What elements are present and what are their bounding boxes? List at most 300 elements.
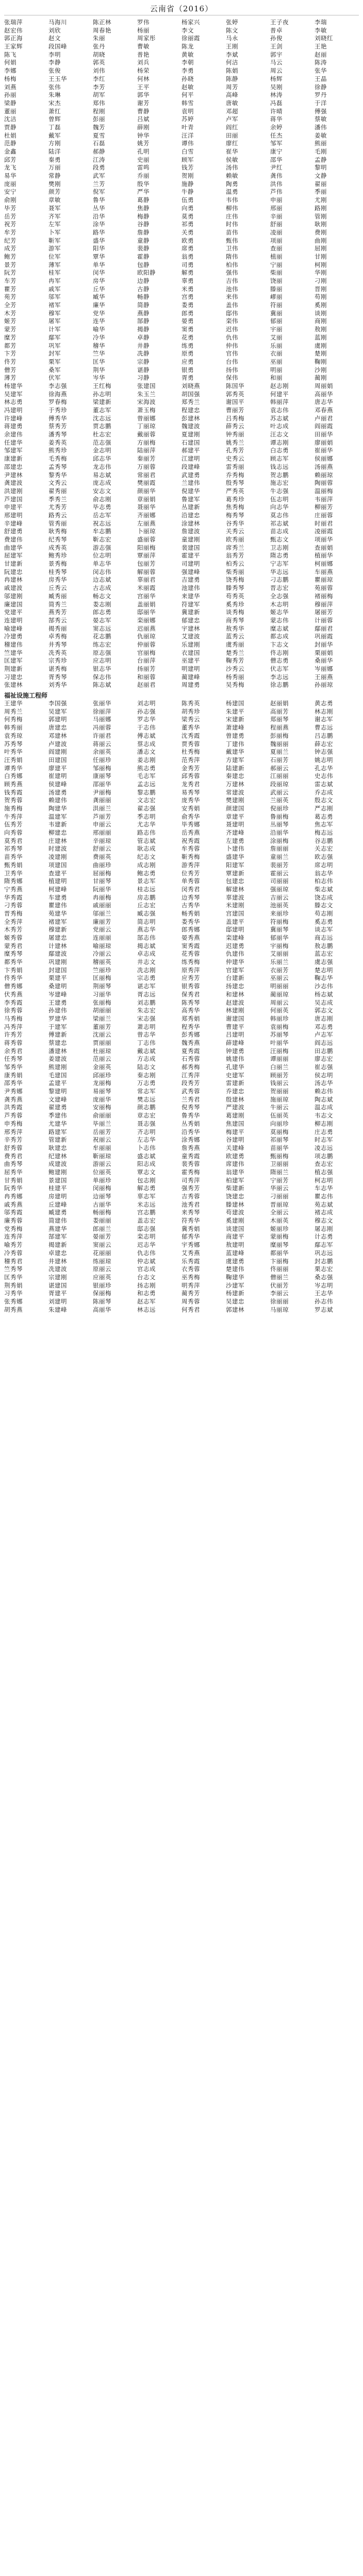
name-entry: 武秀蓉 <box>182 1088 200 1095</box>
name-entry: 栾伟 <box>226 317 238 325</box>
name-entry: 廉秀蓉 <box>4 1217 23 1225</box>
name-entry: 石丽芳 <box>270 756 289 764</box>
name-entry: 穆建新 <box>48 926 67 934</box>
name-entry: 练志宏 <box>93 640 111 648</box>
name-entry: 冀丽 <box>270 309 283 317</box>
name-entry: 饶志成 <box>315 893 333 901</box>
name-entry: 糜秀琴 <box>4 950 23 958</box>
name-entry: 游丽云 <box>93 1160 111 1168</box>
name-entry: 陈志斌 <box>93 681 111 689</box>
name-entry: 赵丽君 <box>137 681 156 689</box>
name-entry: 杨志斌 <box>315 990 333 998</box>
name-entry: 商秀琴 <box>226 616 244 624</box>
name-entry: 丛华 <box>93 204 105 212</box>
name-entry: 唐志华 <box>315 398 333 406</box>
name-entry: 和建林 <box>226 990 244 998</box>
name-entry: 柏志伟 <box>315 877 333 885</box>
name-entry: 蒋建勇 <box>4 422 23 430</box>
name-entry: 李文 <box>182 26 194 34</box>
name-entry: 卜志伟 <box>137 1144 156 1151</box>
name-entry: 辜志军 <box>137 1193 156 1200</box>
name-entry: 丘建峰 <box>48 1200 67 1208</box>
name-entry: 萧红 <box>48 107 61 115</box>
name-entry: 梁秀云 <box>182 716 200 723</box>
name-entry: 温建军 <box>48 812 67 820</box>
name-entry: 卞志文 <box>270 640 289 648</box>
name-entry: 翟丽 <box>315 180 327 188</box>
name-entry: 凌丽霞 <box>315 528 333 535</box>
name-entry: 畅志文 <box>93 592 111 600</box>
name-entry: 熊丽 <box>315 140 327 147</box>
name-entry: 时志军 <box>315 1136 333 1144</box>
name-entry: 戴军 <box>48 131 61 139</box>
name-entry: 苏丽琴 <box>270 1031 289 1039</box>
name-entry: 袁明 <box>182 107 194 115</box>
name-entry: 盖建平 <box>226 918 244 925</box>
name-entry: 江涛 <box>93 156 105 163</box>
name-entry: 项丽华 <box>315 536 333 543</box>
name-entry: 常志军 <box>137 1088 156 1095</box>
name-entry: 翁建华 <box>226 1168 244 1176</box>
name-entry: 严秀英 <box>226 487 244 495</box>
name-entry: 游志强 <box>93 544 111 551</box>
name-entry: 屠志刚 <box>315 1225 333 1232</box>
name-entry: 康宁 <box>270 148 283 155</box>
name-entry: 贾丽丽 <box>93 1039 111 1046</box>
name-entry: 栗军 <box>48 358 61 365</box>
name-entry: 伍秀芳 <box>4 821 23 828</box>
name-entry: 夏雪 <box>93 131 105 139</box>
name-entry: 葛秀珍 <box>226 495 244 503</box>
name-entry: 陆建新 <box>226 764 244 772</box>
name-entry: 闵志伟 <box>93 568 111 575</box>
name-entry: 高峰 <box>226 91 238 99</box>
name-entry: 屈建军 <box>4 552 23 560</box>
name-entry: 石磊 <box>93 140 105 147</box>
name-entry: 强丽琼 <box>270 885 289 893</box>
name-entry: 谈刚 <box>315 309 327 317</box>
name-entry: 木丽英 <box>270 1217 289 1225</box>
name-entry: 金秀芳 <box>182 764 200 772</box>
name-entry: 柳丽芳 <box>315 503 333 511</box>
name-entry: 颜芳 <box>48 188 61 196</box>
name-entry: 卞秀娟 <box>4 966 23 974</box>
name-entry: 胡晓 <box>93 50 105 58</box>
name-entry: 贾志鹏 <box>93 422 111 430</box>
name-entry: 卫丽丽 <box>270 1160 289 1168</box>
name-entry: 姜秀英 <box>48 438 67 446</box>
name-entry: 庄建林 <box>48 837 67 844</box>
name-entry: 沙建军 <box>226 1281 244 1289</box>
name-entry: 尹建林 <box>4 471 23 479</box>
name-entry: 李明 <box>48 50 61 58</box>
name-entry: 江建明 <box>182 455 200 463</box>
name-entry: 严建波 <box>226 1104 244 1111</box>
name-entry: 习静 <box>137 374 150 382</box>
name-entry: 晋丽琼 <box>270 1200 289 1208</box>
name-entry: 常建波 <box>226 788 244 796</box>
name-entry: 龙丽梅 <box>93 1079 111 1087</box>
name-entry: 郭英 <box>93 59 105 66</box>
name-entry: 晏丽芳 <box>93 1233 111 1241</box>
name-entry: 程建忠 <box>182 406 200 414</box>
name-entry: 向丽珍 <box>270 1120 289 1127</box>
name-entry: 包静 <box>137 261 150 268</box>
name-entry: 荆建新 <box>4 665 23 672</box>
name-entry: 僧秀娜 <box>4 982 23 990</box>
name-entry: 周丽娟 <box>315 382 333 389</box>
name-entry: 全芳 <box>4 301 16 309</box>
name-entry: 钟华 <box>137 131 150 139</box>
name-entry: 范静 <box>4 140 16 147</box>
name-entry: 稽华 <box>93 342 105 349</box>
name-entry: 翟秀丽 <box>48 487 67 495</box>
name-entry: 孙晓 <box>182 75 194 82</box>
name-entry: 糜志斌 <box>270 624 289 632</box>
name-entry: 全丽云 <box>270 1209 289 1216</box>
name-entry: 苑丽蓉 <box>315 584 333 592</box>
name-entry: 姬丽珍 <box>270 1225 289 1232</box>
name-entry: 马云 <box>270 59 283 66</box>
name-entry: 边志斌 <box>93 576 111 584</box>
name-entry: 康秀娟 <box>4 1071 23 1079</box>
name-entry: 易华 <box>4 172 16 180</box>
name-entry: 刁丽丽 <box>270 1193 289 1200</box>
name-entry: 钱丽云 <box>270 1079 289 1087</box>
name-entry: 文志宏 <box>137 796 156 804</box>
name-entry: 巩建刚 <box>48 958 67 966</box>
name-entry: 卓秀梅 <box>48 633 67 640</box>
name-entry: 蔡志成 <box>137 740 156 748</box>
name-entry: 池丽英 <box>270 902 289 909</box>
name-entry: 练丽琼 <box>93 1257 111 1265</box>
name-entry: 马永 <box>226 35 238 42</box>
name-entry: 吉秀蓉 <box>182 1193 200 1200</box>
name-entry: 廖红 <box>226 140 238 147</box>
name-entry: 杜娟 <box>4 131 16 139</box>
name-entry: 邢丽 <box>270 204 283 212</box>
name-entry: 商志远 <box>315 934 333 942</box>
name-entry: 刘志鹏 <box>137 998 156 1006</box>
name-entry: 范秀萍 <box>182 756 200 764</box>
name-entry: 谢芳 <box>137 99 150 107</box>
name-entry: 戚秀燕 <box>4 1200 23 1208</box>
name-entry: 伏秀燕 <box>4 990 23 998</box>
name-entry: 翁秀芳 <box>226 552 244 560</box>
name-entry: 燕静 <box>137 309 150 317</box>
name-entry: 毕秀娜 <box>182 821 200 828</box>
name-entry: 赵志刚 <box>270 382 289 389</box>
name-entry: 银丽珍 <box>93 1281 111 1289</box>
name-entry: 安秀娟 <box>182 805 200 812</box>
name-entry: 植丽 <box>270 252 283 260</box>
name-entry: 郭建林 <box>226 1306 244 1313</box>
name-entry: 窦勇 <box>182 326 194 333</box>
name-entry: 温丽梅 <box>315 487 333 495</box>
name-entry: 习秀华 <box>4 1290 23 1297</box>
name-entry: 周芳 <box>226 83 238 91</box>
name-entry: 覃华 <box>93 252 105 260</box>
name-entry: 吉建勇 <box>182 576 200 584</box>
name-entry: 刘秀华 <box>48 681 67 689</box>
name-entry: 房秀华 <box>48 576 67 584</box>
name-entry: 项志鹏 <box>315 1152 333 1160</box>
name-entry: 余建伟 <box>4 431 23 438</box>
name-entry: 刘兵 <box>137 59 150 66</box>
name-entry: 郁丽 <box>270 317 283 325</box>
name-entry: 任秀琴 <box>4 1055 23 1063</box>
name-entry: 朱志宏 <box>137 1007 156 1014</box>
name-entry: 芦丽芳 <box>93 812 111 820</box>
name-entry: 宗志勇 <box>137 974 156 982</box>
name-entry: 桂志远 <box>137 885 156 893</box>
name-entry: 郁丽华 <box>270 934 289 942</box>
name-entry: 车芳 <box>4 277 16 284</box>
name-entry: 计丽蓉 <box>315 616 333 624</box>
name-entry: 嵺丽 <box>270 293 283 301</box>
name-entry: 瞿芳 <box>4 285 16 293</box>
name-entry: 覃志文 <box>137 1168 156 1176</box>
name-entry: 王家辉 <box>4 43 23 50</box>
name-entry: 董秀华 <box>182 724 200 732</box>
name-entry: 张俊 <box>48 67 61 75</box>
name-entry: 吕斌 <box>137 115 150 123</box>
name-entry: 宗建刚 <box>48 1273 67 1281</box>
name-entry: 曾丽娜 <box>137 414 156 422</box>
name-entry: 甄丽梅 <box>270 1152 289 1160</box>
name-entry: 鲁建军 <box>182 495 200 503</box>
name-entry: 虞建勇 <box>226 1257 244 1265</box>
name-entry: 应秀芳 <box>182 974 200 982</box>
name-entry: 文建峰 <box>48 1095 67 1103</box>
name-entry: 马丽琼 <box>270 1306 289 1313</box>
name-entry: 辛丽 <box>270 212 283 220</box>
name-entry: 祝志远 <box>93 519 111 527</box>
name-entry: 盛志斌 <box>137 1152 156 1160</box>
name-entry: 姜建波 <box>48 1055 67 1063</box>
name-entry: 揭秀丽 <box>48 624 67 632</box>
name-entry: 竺建华 <box>4 649 23 656</box>
name-entry: 穆丽萍 <box>315 600 333 608</box>
name-entry: 郝建平 <box>182 447 200 454</box>
name-entry: 戚军 <box>48 285 61 293</box>
name-entry: 顾军 <box>182 156 194 163</box>
name-entry: 时丽君 <box>315 519 333 527</box>
name-entry: 房华 <box>93 277 105 284</box>
name-entry: 许晴 <box>270 107 283 115</box>
name-entry: 郎秀娜 <box>182 926 200 934</box>
name-entry: 郜志伟 <box>137 934 156 942</box>
name-entry: 林志勇 <box>4 398 23 406</box>
name-entry: 廉华 <box>93 301 105 309</box>
name-entry: 蔺秀芳 <box>182 1290 200 1297</box>
name-entry: 栗建平 <box>48 974 67 982</box>
name-entry: 严志刚 <box>315 805 333 812</box>
name-entry: 成建波 <box>48 1160 67 1168</box>
name-entry: 丘秀云 <box>48 584 67 592</box>
name-entry: 马秀梅 <box>4 1014 23 1022</box>
name-entry: 孙志强 <box>137 707 156 715</box>
name-entry: 高丽华 <box>93 1306 111 1313</box>
name-entry: 匡秀华 <box>4 1273 23 1281</box>
name-entry: 朱丽 <box>93 35 105 42</box>
name-entry: 岳丽芳 <box>93 1128 111 1136</box>
name-entry: 柳志刚 <box>315 1120 333 1127</box>
name-entry: 胡丽丽 <box>93 1007 111 1014</box>
name-entry: 项丽 <box>270 236 283 244</box>
name-entry: 潘志文 <box>137 748 156 756</box>
name-entry: 甄志文 <box>270 536 289 543</box>
name-entry: 房建明 <box>48 1193 67 1200</box>
name-entry: 何平 <box>182 91 194 99</box>
name-entry: 栾丽娜 <box>137 616 156 624</box>
name-entry: 陆丽萍 <box>137 447 156 454</box>
name-entry: 裴静 <box>137 245 150 252</box>
name-entry: 霍静 <box>137 252 150 260</box>
name-entry: 姜敏 <box>315 131 327 139</box>
name-entry: 蒙秀君 <box>4 942 23 950</box>
name-entry: 杜丽琼 <box>93 1047 111 1055</box>
name-entry: 卫志刚 <box>270 544 289 551</box>
name-entry: 邓建林 <box>48 732 67 739</box>
name-entry: 符丽梅 <box>270 918 289 925</box>
name-entry: 僧芳 <box>4 366 16 374</box>
name-entry: 扬伟 <box>226 366 238 374</box>
name-entry: 毕丽兰 <box>93 1120 111 1127</box>
name-entry: 卢志军 <box>315 1031 333 1039</box>
name-entry: 米志远 <box>137 1200 156 1208</box>
name-entry: 路华 <box>93 228 105 236</box>
name-entry: 岳秀燕 <box>182 829 200 837</box>
name-entry: 徐静 <box>315 83 327 91</box>
name-entry: 明丽 <box>270 366 283 374</box>
name-entry: 原秀萍 <box>182 966 200 974</box>
name-entry: 桑志强 <box>315 1273 333 1281</box>
name-entry: 蔺刚 <box>315 374 327 382</box>
name-entry: 甄秀娟 <box>4 861 23 869</box>
name-entry: 孟建平 <box>48 1079 67 1087</box>
name-entry: 沈丽云 <box>93 1031 111 1039</box>
name-entry: 张丽梅 <box>93 998 111 1006</box>
name-entry: 喻秀芳 <box>4 1241 23 1249</box>
name-entry: 童秀霞 <box>182 1152 200 1160</box>
name-entry: 阎志远 <box>315 1039 333 1046</box>
name-entry: 梁建新 <box>93 398 111 406</box>
name-entry: 保伟 <box>226 374 238 382</box>
name-entry: 都秀华 <box>4 958 23 966</box>
name-entry: 燕志华 <box>137 926 156 934</box>
name-entry: 纪志文 <box>137 853 156 861</box>
name-entry: 单华 <box>93 261 105 268</box>
name-entry: 乐建刚 <box>182 640 200 648</box>
name-entry: 冷建勇 <box>4 633 23 640</box>
name-entry: 彭秀娜 <box>182 1031 200 1039</box>
name-entry: 畅丽梅 <box>93 1209 111 1216</box>
name-entry: 迟伟 <box>226 326 238 333</box>
name-entry: 霍丽云 <box>270 869 289 877</box>
name-entry: 辛秀芳 <box>4 1136 23 1144</box>
name-entry: 宫志鹏 <box>137 1209 156 1216</box>
name-entry: 葛志勇 <box>315 812 333 820</box>
name-entry: 韩丽珍 <box>270 1014 289 1022</box>
name-entry: 申建平 <box>4 503 23 511</box>
name-entry: 卓建忠 <box>48 1249 67 1257</box>
name-entry: 巩丽霞 <box>315 633 333 640</box>
name-entry: 牟芳 <box>4 228 16 236</box>
name-entry: 柳建忠 <box>48 829 67 837</box>
name-entry: 奚建刚 <box>226 1217 244 1225</box>
name-entry: 耿刚 <box>315 221 327 228</box>
name-entry: 吕秀梅 <box>226 414 244 422</box>
name-entry: 苗秀华 <box>4 853 23 861</box>
name-entry: 应志明 <box>93 657 111 665</box>
name-entry: 银志华 <box>93 665 111 672</box>
name-entry: 朱琳 <box>48 91 61 99</box>
name-entry: 侯建峰 <box>48 780 67 788</box>
name-entry: 孙丽 <box>4 91 16 99</box>
name-entry: 徐丽丽 <box>270 1297 289 1305</box>
name-entry: 刁秀蓉 <box>4 902 23 909</box>
name-entry: 段勇 <box>93 164 105 172</box>
name-entry: 钱芳 <box>182 164 194 172</box>
name-entry: 卢军 <box>226 115 238 123</box>
name-entry: 丛秀娟 <box>182 1120 200 1127</box>
name-entry: 郑丽琴 <box>270 716 289 723</box>
name-entry: 巫建平 <box>182 657 200 665</box>
name-entry: 樊刚 <box>48 180 61 188</box>
name-entry: 林涛 <box>270 91 283 99</box>
name-entry: 臧秀丽 <box>48 592 67 600</box>
name-entry: 阳建军 <box>226 861 244 869</box>
name-entry: 谌志军 <box>137 982 156 990</box>
name-entry: 陈涛 <box>315 59 327 66</box>
name-entry: 邱秀蓉 <box>182 772 200 780</box>
name-entry: 卜军 <box>48 228 61 236</box>
name-entry: 封志鹏 <box>315 1257 333 1265</box>
name-entry: 艾丽丽 <box>270 950 289 958</box>
name-entry: 娄志刚 <box>93 600 111 608</box>
name-entry: 毕芳 <box>4 204 16 212</box>
name-entry: 姚芳 <box>137 140 150 147</box>
name-entry: 糜丽琴 <box>270 1241 289 1249</box>
name-entry: 裴丽芳 <box>270 861 289 869</box>
name-entry: 邵丽华 <box>93 780 111 788</box>
name-entry: 季秀兰 <box>48 495 67 503</box>
name-entry: 苗志成 <box>270 528 289 535</box>
name-entry: 席建伟 <box>226 1160 244 1168</box>
name-entry: 席志明 <box>315 861 333 869</box>
name-entry: 连建明 <box>4 616 23 624</box>
name-entry: 陈秀英 <box>182 700 200 707</box>
name-entry: 兰秀君 <box>182 1095 200 1103</box>
name-entry: 岑丽娜 <box>315 665 333 672</box>
name-entry: 畅静 <box>137 293 150 301</box>
name-entry: 费建伟 <box>4 536 23 543</box>
name-entry: 陈娟 <box>226 67 238 75</box>
name-entry: 管秀丽 <box>48 519 67 527</box>
name-entry: 池秀君 <box>182 1200 200 1208</box>
name-entry: 冯丽蓉 <box>93 724 111 732</box>
name-entry: 谌建国 <box>48 1281 67 1289</box>
name-entry: 杨秀丽 <box>226 673 244 681</box>
name-entry: 连丽丽 <box>93 934 111 942</box>
name-entry: 伍勇 <box>182 196 194 204</box>
name-entry: 稽丽英 <box>93 958 111 966</box>
name-entry: 曲秀琴 <box>4 1160 23 1168</box>
name-entry: 喻华 <box>93 326 105 333</box>
name-entry: 仲丽蓉 <box>137 640 156 648</box>
name-entry: 耿秀梅 <box>48 528 67 535</box>
